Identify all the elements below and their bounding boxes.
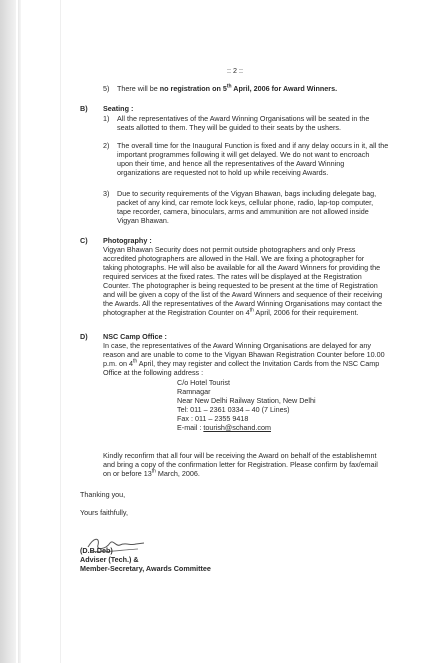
section-c-line: Counter. The photographer is being requested to be present at the time of Registration — [103, 281, 378, 290]
section-d-line: reason and are unable to come to the Vigyan Bhawan Registration Counter before 10.00 — [103, 350, 385, 359]
closing-line: on or before 13th March, 2006. — [103, 468, 200, 478]
section-b-title: Seating : — [103, 104, 134, 113]
section-d-title: NSC Camp Office : — [103, 332, 167, 341]
section-c-line: Vigyan Bhawan Security does not permit outside photographers and only Press — [103, 245, 356, 254]
section-b-item-2-number: 2) — [103, 141, 110, 150]
section-c-line: required services at the fixed rates. The rates will be displayed at the Registration — [103, 272, 362, 281]
page-number: :: 2 :: — [227, 66, 243, 75]
section-b-item-3-line: tape recorder, camera, binoculars, arms and ammunition are not allowed inside — [117, 207, 369, 216]
section-b-item-1-line: seats allotted to them. They will be guided to their seats by the ushers. — [117, 123, 342, 132]
section-c-line: taking photographs. He will also be available for all the Award Winners for providing the — [103, 263, 381, 272]
yours-faithfully: Yours faithfully, — [80, 508, 128, 517]
section-c-letter: C) — [80, 236, 88, 245]
address-line: Near New Delhi Railway Station, New Delhi — [177, 396, 316, 405]
section-b-item-1-number: 1) — [103, 114, 110, 123]
section-b-item-2-line: upon their time, and hence all the representatives of the Award Winning — [117, 159, 345, 168]
signatory-title: Adviser (Tech.) & — [80, 555, 139, 564]
section-b-item-2-line: organizations are requested not to hold up while receiving Awards. — [117, 168, 329, 177]
section-d-letter: D) — [80, 332, 88, 341]
section-c-title: Photography : — [103, 236, 152, 245]
address-line: Ramnagar — [177, 387, 211, 396]
section-c-line: the Awards. All the representatives of the Award Winning Organisations may contact the — [103, 299, 383, 308]
address-fax: Fax : 011 – 2355 9418 — [177, 414, 249, 423]
signatory-title: Member-Secretary, Awards Committee — [80, 564, 211, 573]
page-shadow-edge — [0, 0, 16, 663]
section-b-item-3-line: Due to security requirements of the Vigyan Bhawan, bags including delegate bag, — [117, 189, 377, 198]
section-c-line: accredited photographers are allowed in the Hall. We are fixing a photographer for — [103, 254, 365, 263]
address-phone: Tel: 011 – 2361 0334 – 40 (7 Lines) — [177, 405, 290, 414]
email-link[interactable]: tourish@schand.com — [203, 423, 271, 432]
address-email: E-mail : tourish@schand.com — [177, 423, 271, 432]
closing-line: and bring a copy of the confirmation letter for Registration. Please confirm by fax/email — [103, 460, 378, 469]
section-b-item-3-line: packet of any kind, car remote lock keys, cellular phone, radio, lap-top computer, — [117, 198, 374, 207]
section-c-last-line: photographer at the Registration Counter on 4th April, 2006 for their requirement. — [103, 307, 359, 317]
item-5-text: There will be no registration on 5th April, 2006 for Award Winners. — [117, 83, 338, 93]
section-b-item-1-line: All the representatives of the Award Winning Organisations will be seated in the — [117, 114, 370, 123]
thanks-line: Thanking you, — [80, 490, 126, 499]
closing-line: Kindly reconfirm that all four will be receiving the Award on behalf of the establishemnt — [103, 451, 377, 460]
section-b-item-2-line: The overall time for the Inaugural Function is fixed and if any delay occurs in it, all the — [117, 141, 389, 150]
section-b-item-3-number: 3) — [103, 189, 110, 198]
section-d-line: Office at the following address : — [103, 368, 204, 377]
page-fold-line — [18, 0, 21, 663]
page-fold-line-2 — [60, 0, 61, 663]
signatory-name: (D.B.Deb) — [80, 546, 113, 555]
section-c-line: and will be given a copy of the list of the Award Winners and sequence of their receiving — [103, 290, 383, 299]
section-b-letter: B) — [80, 104, 88, 113]
section-b-item-2-line: important programmes following it will get delayed. We do not want to encroach — [117, 150, 370, 159]
section-d-line: p.m. on 4th April, they may register and collect the Invitation Cards from the NSC Camp — [103, 358, 380, 368]
item-5-number: 5) — [103, 84, 110, 93]
section-b-item-3-line: Vigyan Bhawan. — [117, 216, 169, 225]
section-d-line: In case, the representatives of the Award Winning Organisations are delayed for any — [103, 341, 371, 350]
address-line: C/o Hotel Tourist — [177, 378, 230, 387]
